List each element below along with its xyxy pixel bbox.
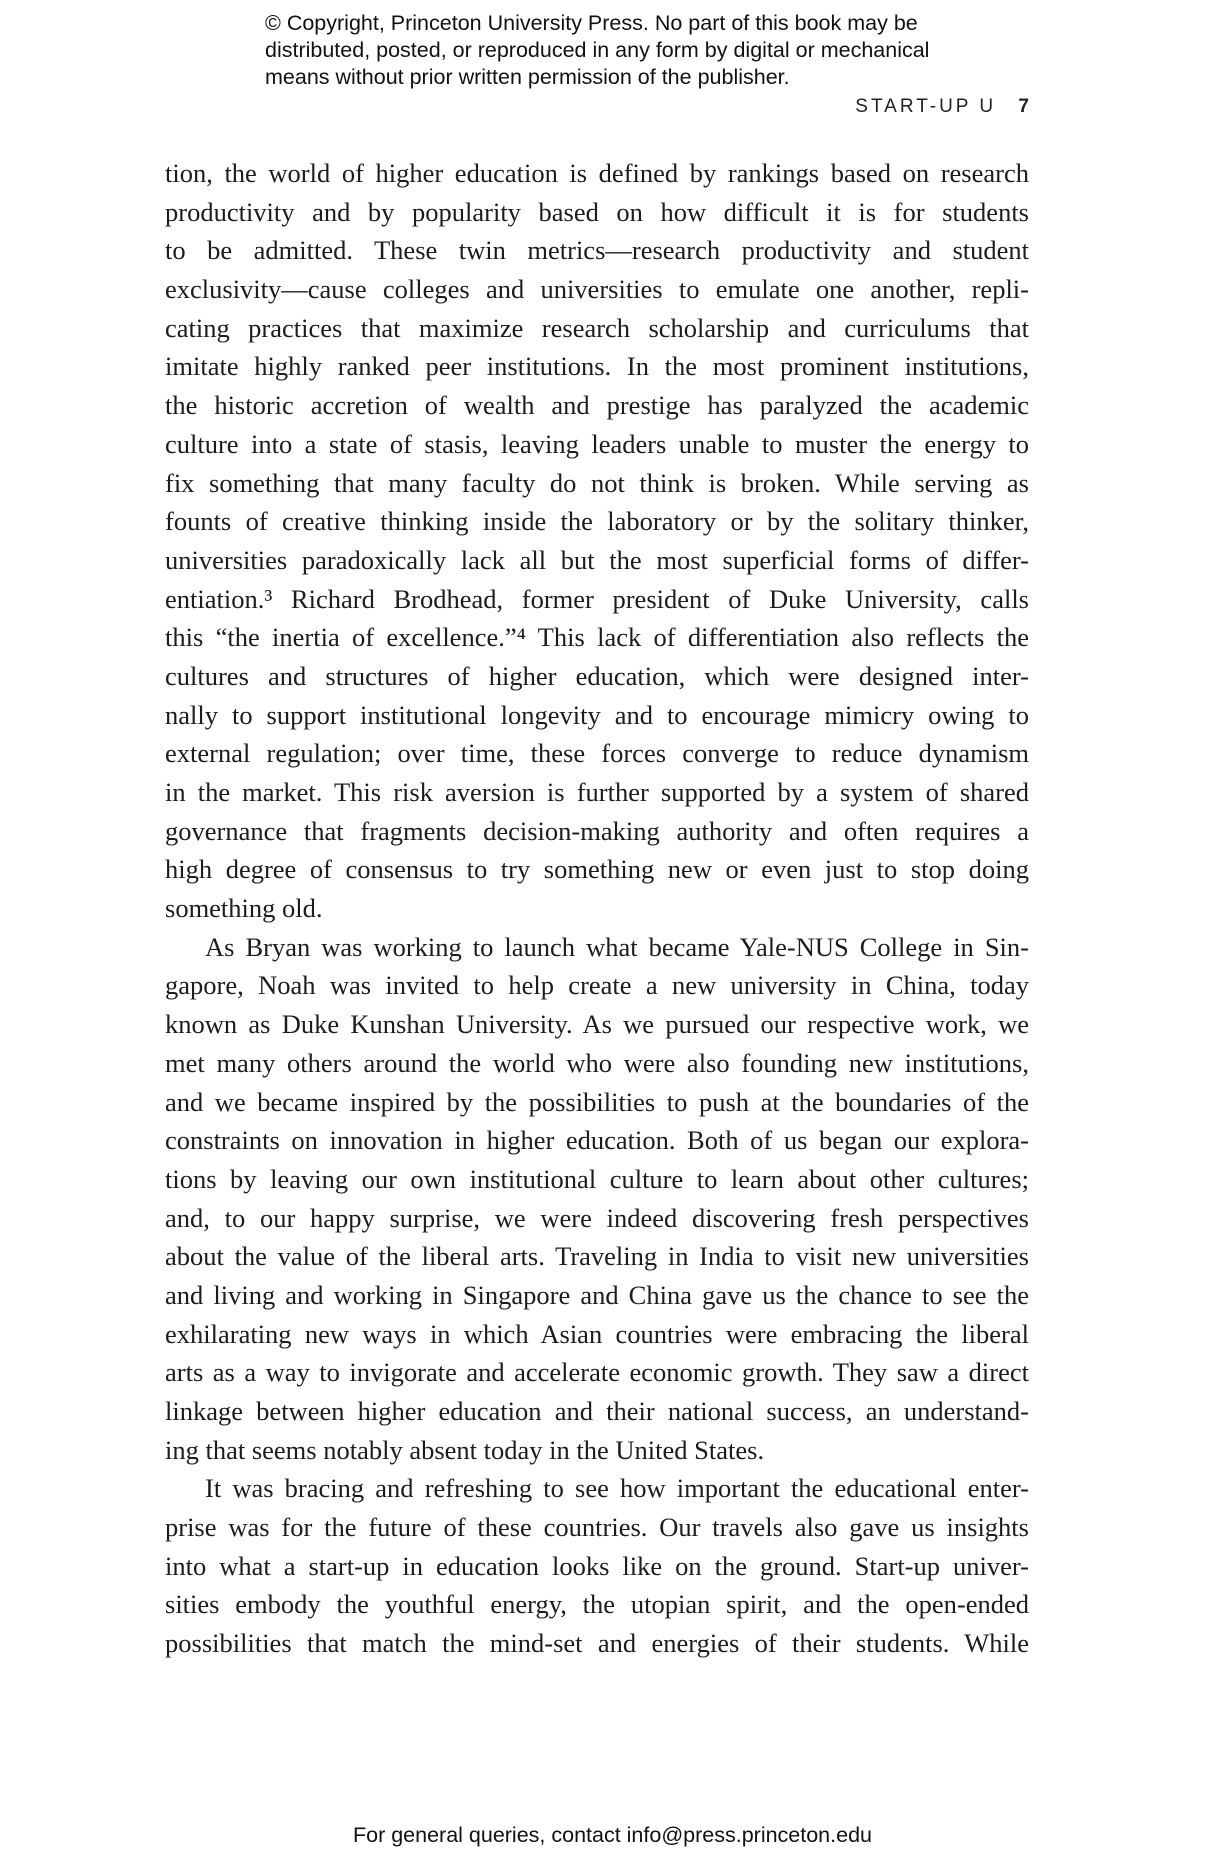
text-line: arts as a way to invigorate and accelerate economic growth. They saw a direct (165, 1357, 1029, 1388)
text-line: ing that seems notably absent today in the United States. (165, 1434, 765, 1465)
running-head-title: START-UP U (855, 96, 997, 117)
text-line: cultures and structures of higher education, which were designed inter- (165, 660, 1029, 691)
text-line: imitate highly ranked peer institutions. In the most prominent institutions, (165, 351, 1029, 382)
text-line: about the value of the liberal arts. Traveling in India to visit new universities (165, 1241, 1029, 1272)
text-line: entiation.³ Richard Brodhead, former president of Duke University, calls (165, 583, 1029, 614)
copyright-notice (265, 10, 1025, 91)
text-line: linkage between higher education and their national success, an understand- (165, 1396, 1029, 1426)
text-line: in the market. This risk aversion is further supported by a system of shared (165, 777, 1029, 807)
text-line: known as Duke Kunshan University. As we pursued our respective work, we (165, 1009, 1029, 1040)
page-number: 7 (1018, 96, 1029, 117)
text-line: gapore, Noah was invited to help create a new university in China, today (165, 970, 1029, 1001)
text-line: and we became inspired by the possibilities to push at the boundaries of the (165, 1086, 1029, 1117)
text-line: met many others around the world who were also founding new institutions, (165, 1047, 1029, 1078)
copyright-line: © Copyright, Princeton University Press. No part of this book may be (265, 11, 918, 35)
text-line: founts of creative thinking inside the laboratory or by the solitary thinker, (165, 506, 1029, 537)
text-line: and, to our happy surprise, we were indeed discovering fresh perspectives (165, 1202, 1029, 1233)
text-line: possibilities that match the mind-set and energies of their students. While (165, 1628, 1029, 1659)
text-line: fix something that many faculty do not think is broken. While serving as (165, 467, 1029, 498)
text-line: It was bracing and refreshing to see how important the educational enter- (205, 1473, 1029, 1504)
text-line: prise was for the future of these countries. Our travels also gave us insights (165, 1512, 1029, 1543)
text-line: into what a start-up in education looks like on the ground. Start-up univer- (165, 1550, 1029, 1581)
text-line: this “the inertia of excellence.”⁴ This lack of differentiation also reflects the (165, 622, 1029, 653)
copyright-line: distributed, posted, or reproduced in any form by digital or mechanical (265, 38, 930, 62)
text-line: nally to support institutional longevity and to encourage mimicry owing to (165, 699, 1029, 730)
text-line: As Bryan was working to launch what became Yale-NUS College in Sin- (205, 931, 1029, 962)
text-line: sities embody the youthful energy, the utopian spirit, and the open-ended (165, 1589, 1029, 1620)
text-line: constraints on innovation in higher education. Both of us began our explora- (165, 1125, 1029, 1156)
text-line: tion, the world of higher education is defined by rankings based on research (165, 158, 1029, 188)
text-line: cating practices that maximize research scholarship and curriculums that (165, 312, 1029, 343)
text-line: tions by leaving our own institutional culture to learn about other cultures; (165, 1163, 1029, 1194)
body-text (165, 154, 1029, 1663)
text-line: high degree of consensus to try something new or even just to stop doing (165, 854, 1029, 885)
text-line: universities paradoxically lack all but the most superficial forms of differ- (165, 544, 1029, 575)
text-line: exclusivity—cause colleges and universities to emulate one another, repli- (165, 274, 1029, 305)
text-line: the historic accretion of wealth and prestige has paralyzed the academic (165, 390, 1029, 421)
text-line: productivity and by popularity based on how difficult it is for students (165, 196, 1029, 227)
copyright-line: means without prior written permission of the publisher. (265, 65, 790, 89)
text-line: to be admitted. These twin metrics—research productivity and student (165, 235, 1029, 266)
text-line: governance that fragments decision-making authority and often requires a (165, 815, 1029, 846)
running-head (855, 96, 1029, 118)
footer-contact: For general queries, contact info@press.princeton.edu (352, 1823, 872, 1847)
text-line: culture into a state of stasis, leaving leaders unable to muster the energy to (165, 428, 1029, 459)
text-line: external regulation; over time, these forces converge to reduce dynamism (165, 738, 1029, 769)
text-line: and living and working in Singapore and China gave us the chance to see the (165, 1279, 1029, 1310)
text-line: something old. (165, 893, 323, 924)
text-line: exhilarating new ways in which Asian countries were embracing the liberal (165, 1318, 1029, 1349)
